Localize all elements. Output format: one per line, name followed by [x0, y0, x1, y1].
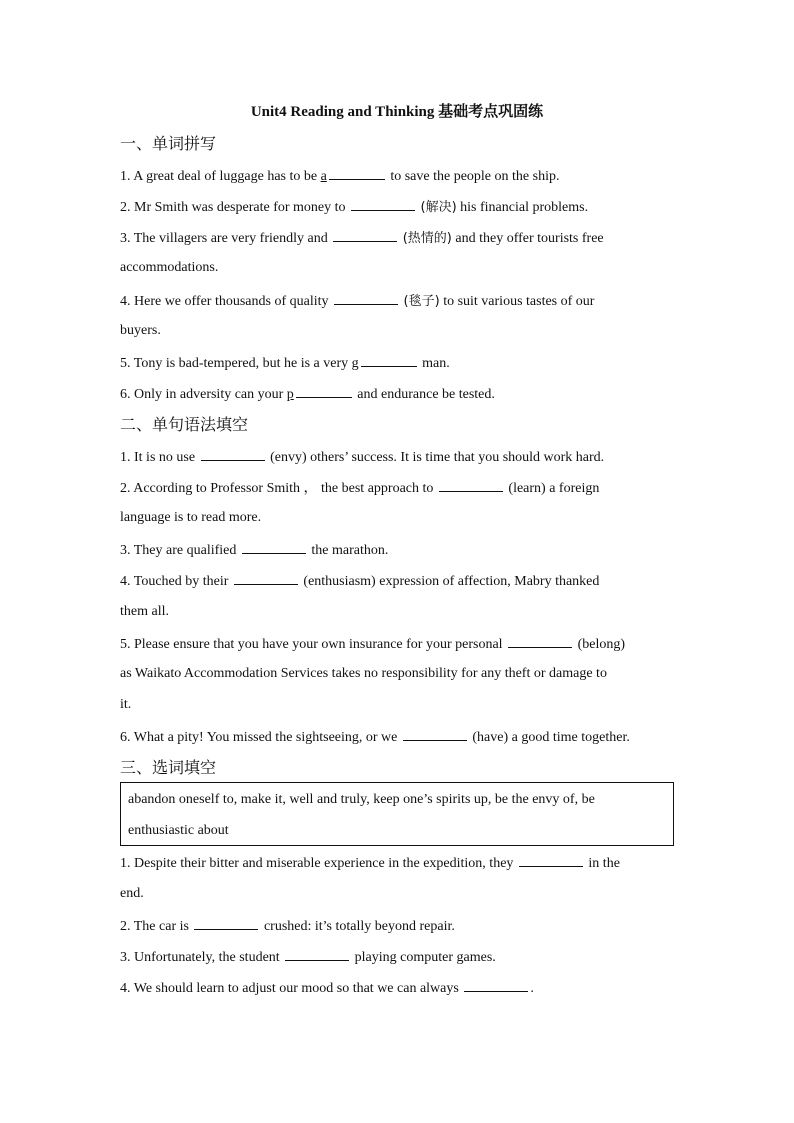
chinese-hint: (解决): [420, 200, 457, 215]
word-bank-box: [120, 782, 674, 846]
hint-letter: g: [351, 356, 359, 371]
question-3-1-cont: end.: [120, 886, 144, 901]
word-bank-line-2: enthusiastic about: [128, 823, 229, 838]
section-heading-grammar: 二、单句语法填空: [120, 415, 249, 434]
question-2-5-cont2: it.: [120, 697, 132, 712]
question-2-3: 3. They are qualified the marathon.: [120, 539, 674, 561]
answer-blank[interactable]: [361, 352, 417, 367]
answer-blank[interactable]: [464, 977, 528, 992]
chinese-hint: (热情的): [402, 231, 452, 246]
answer-blank[interactable]: [351, 196, 415, 211]
hint-letter: a: [320, 169, 327, 184]
page-title: Unit4 Reading and Thinking 基础考点巩固练: [250, 104, 544, 120]
section-heading-spelling: 一、单词拼写: [120, 134, 217, 153]
question-1-6: 6. Only in adversity can your p and endurance be tested.: [120, 383, 674, 405]
question-3-4: 4. We should learn to adjust our mood so that we can always .: [120, 977, 674, 999]
section-heading-word-choice: 三、选词填空: [120, 758, 217, 777]
question-2-4-cont: them all.: [120, 604, 169, 619]
question-2-2: 2. According to Professor Smith ， the best approach to (learn) a foreign: [120, 477, 674, 499]
question-3-2: 2. The car is crushed: it’s totally beyond repair.: [120, 915, 674, 937]
question-1-4: 4. Here we offer thousands of quality (毯子) to suit various tastes of our: [120, 290, 674, 312]
question-2-1: 1. It is no use (envy) others’ success. It is time that you should work hard.: [120, 446, 674, 468]
question-1-3: 3. The villagers are very friendly and (热情的) and they offer tourists free: [120, 227, 674, 249]
question-1-2: 2. Mr Smith was desperate for money to (解决) his financial problems.: [120, 196, 674, 218]
question-1-1: 1. A great deal of luggage has to be a to save the people on the ship.: [120, 165, 674, 187]
answer-blank[interactable]: [403, 726, 467, 741]
question-1-3-cont: accommodations.: [120, 260, 219, 275]
question-2-4: 4. Touched by their (enthusiasm) expression of affection, Mabry thanked: [120, 570, 674, 592]
word-bank-line-1: abandon oneself to, make it, well and truly, keep one’s spirits up, be the envy of, be: [128, 792, 595, 807]
answer-blank[interactable]: [242, 539, 306, 554]
hint-letter: p: [286, 387, 294, 402]
answer-blank[interactable]: [201, 446, 265, 461]
answer-blank[interactable]: [333, 227, 397, 242]
answer-blank[interactable]: [285, 946, 349, 961]
answer-blank[interactable]: [508, 633, 572, 648]
chinese-hint: (毯子): [403, 294, 440, 309]
question-1-4-cont: buyers.: [120, 323, 161, 338]
answer-blank[interactable]: [234, 570, 298, 585]
question-2-6: 6. What a pity! You missed the sightseeing, or we (have) a good time together.: [120, 726, 674, 748]
answer-blank[interactable]: [296, 383, 352, 398]
question-2-5: 5. Please ensure that you have your own insurance for your personal (belong): [120, 633, 674, 655]
answer-blank[interactable]: [334, 290, 398, 305]
question-2-5-cont: as Waikato Accommodation Services takes no responsibility for any theft or damage to: [120, 666, 607, 681]
answer-blank[interactable]: [194, 915, 258, 930]
answer-blank[interactable]: [439, 477, 503, 492]
question-1-5: 5. Tony is bad-tempered, but he is a very g man.: [120, 352, 674, 374]
question-3-3: 3. Unfortunately, the student playing computer games.: [120, 946, 674, 968]
answer-blank[interactable]: [519, 852, 583, 867]
question-2-2-cont: language is to read more.: [120, 510, 262, 525]
question-3-1: 1. Despite their bitter and miserable experience in the expedition, they in the: [120, 852, 674, 874]
answer-blank[interactable]: [329, 165, 385, 180]
